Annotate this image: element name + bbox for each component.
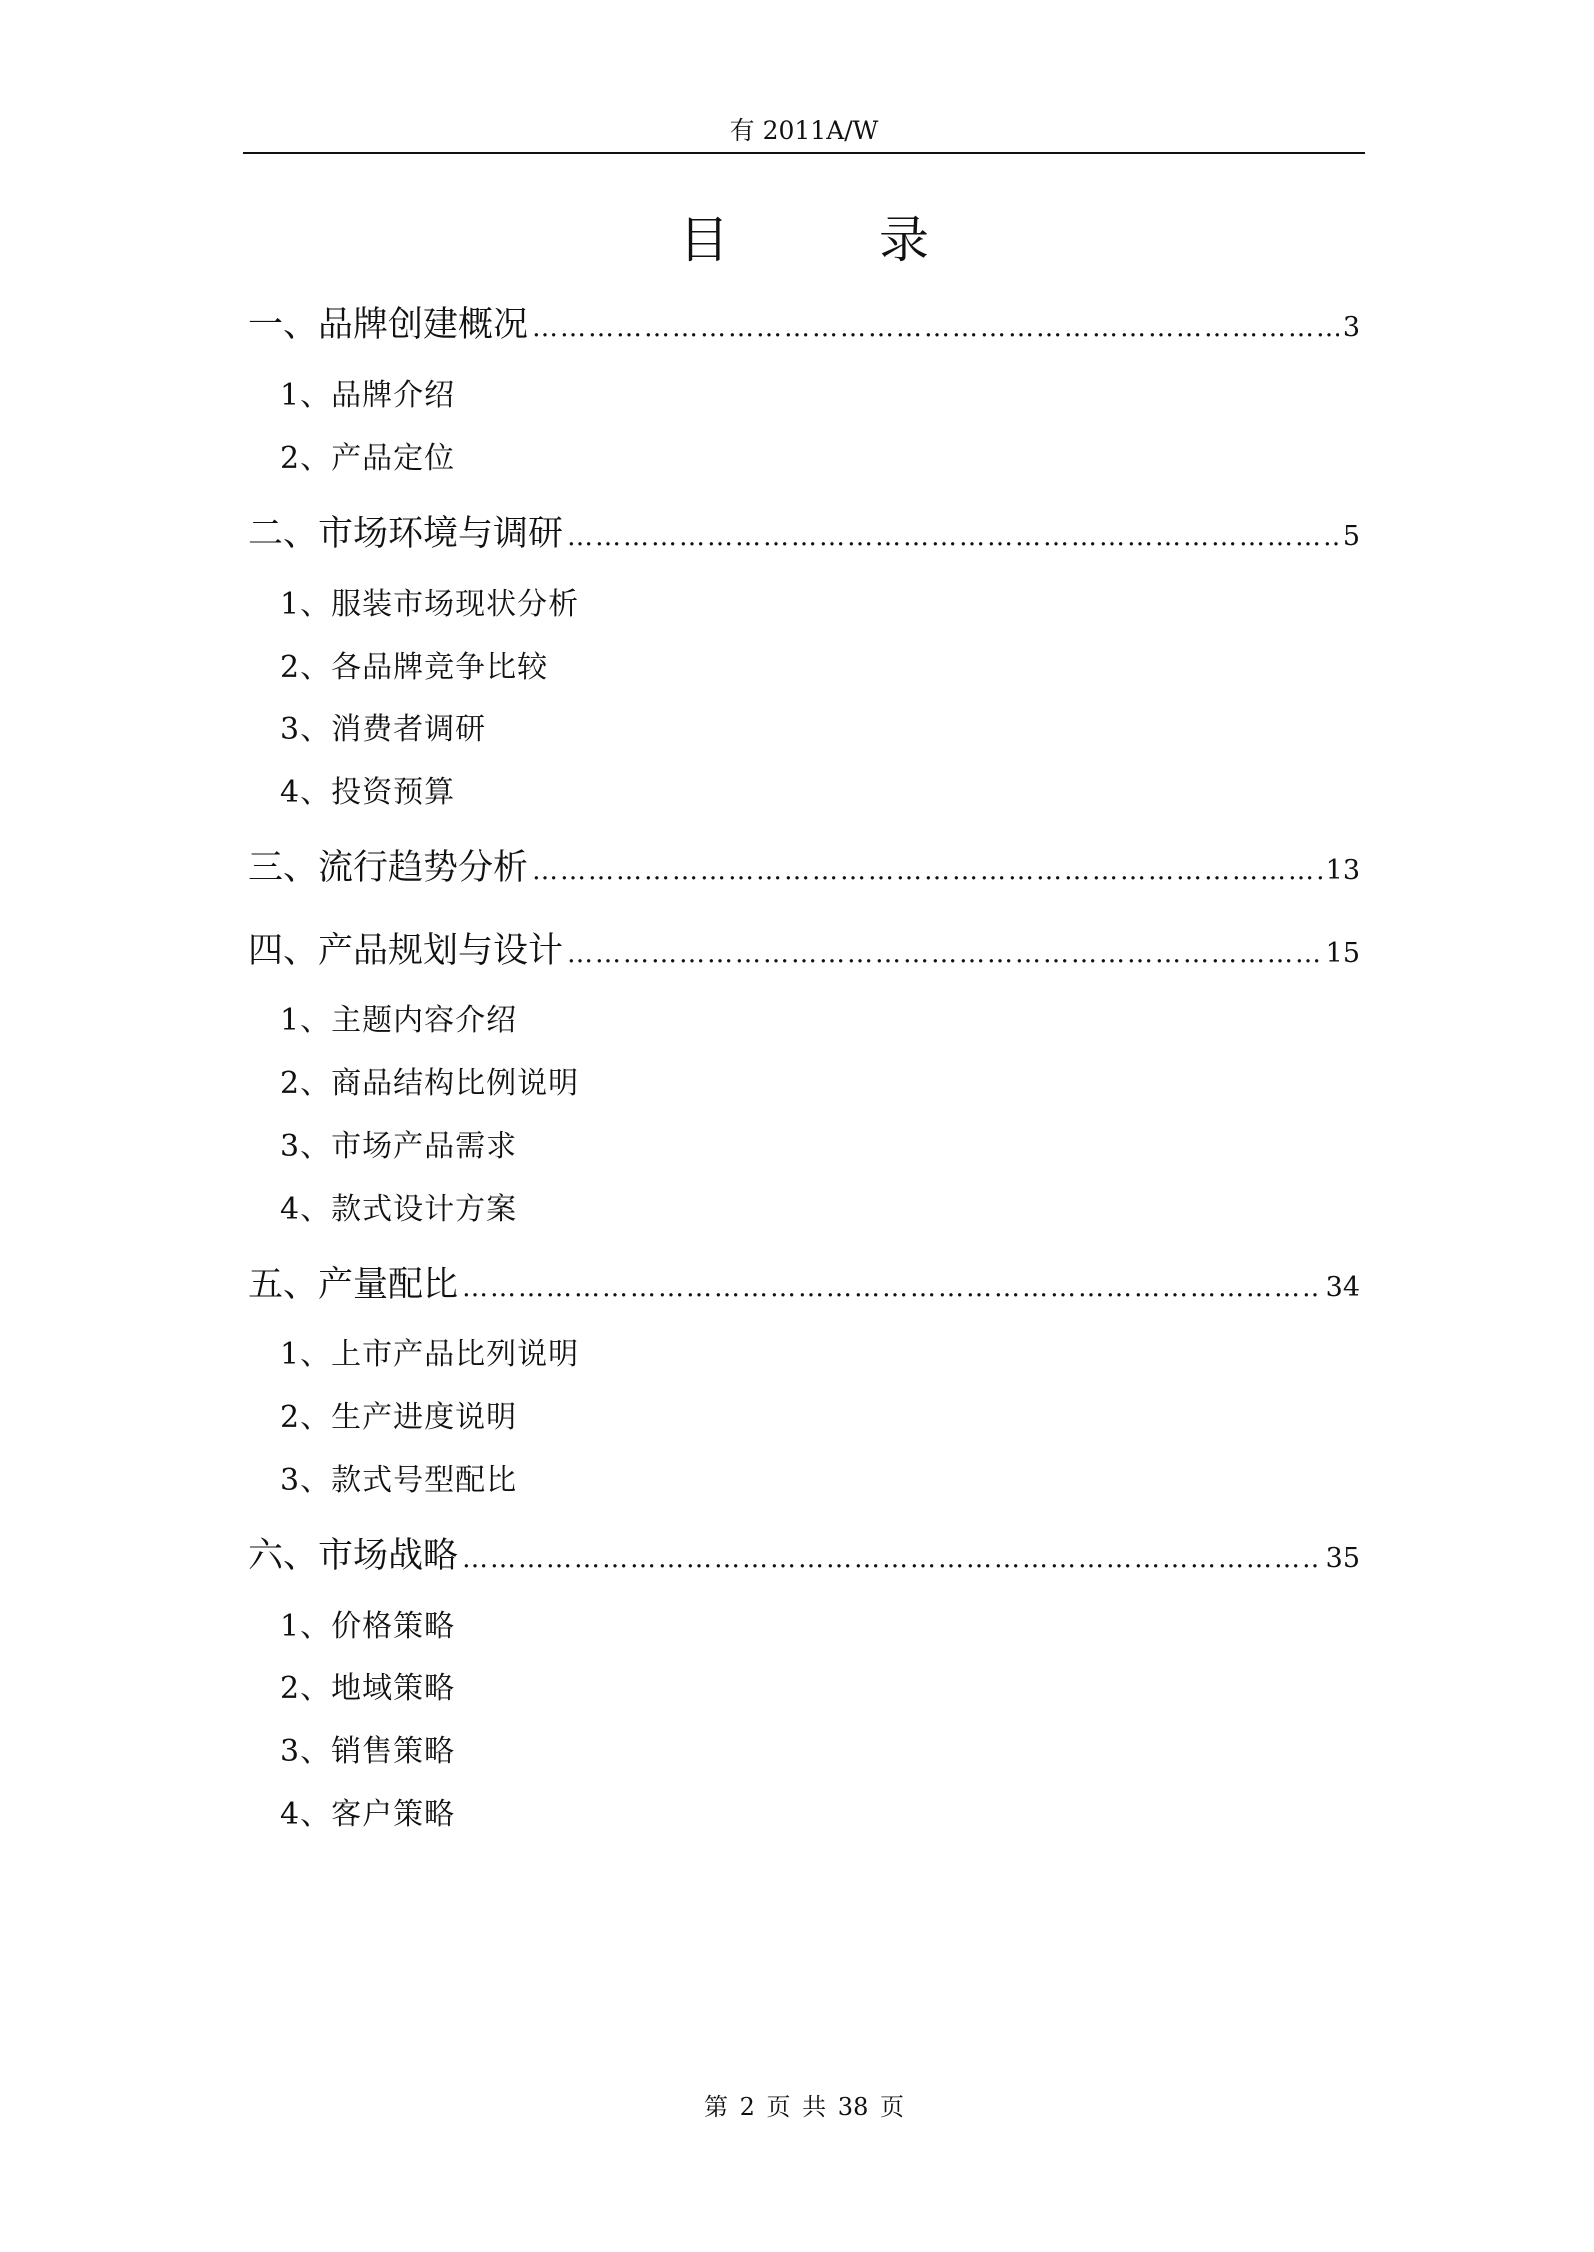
dot-leader [532, 306, 1339, 350]
toc-subitem[interactable]: 1、主题内容介绍 [280, 1003, 518, 1038]
toc-subitem[interactable]: 1、品牌介绍 [280, 378, 456, 413]
toc-section-4[interactable] [248, 929, 1360, 976]
toc-section-3[interactable] [248, 846, 1360, 893]
toc-page-number: 34 [1325, 1272, 1360, 1303]
toc-section-1[interactable] [248, 303, 1360, 350]
toc-subitem[interactable]: 1、服装市场现状分析 [280, 587, 580, 622]
toc-subitem[interactable]: 2、产品定位 [280, 441, 456, 476]
toc-subitem[interactable]: 1、价格策略 [280, 1609, 456, 1644]
toc-page-number: 35 [1325, 1543, 1360, 1574]
toc-subitem[interactable]: 1、上市产品比列说明 [280, 1337, 580, 1372]
toc-page-number: 15 [1325, 938, 1360, 969]
toc-title: 目 录 [679, 211, 979, 269]
toc-page-number: 13 [1325, 855, 1360, 886]
toc-section-label: 一、品牌创建概况 [248, 305, 529, 345]
toc-subitem[interactable]: 4、投资预算 [280, 775, 456, 810]
toc-subitem[interactable]: 2、生产进度说明 [280, 1400, 518, 1435]
toc-page-number: 3 [1342, 312, 1360, 343]
toc-section-5[interactable] [248, 1263, 1360, 1310]
running-header: 有 2011A/W [729, 116, 879, 145]
toc-subitem[interactable]: 2、地域策略 [280, 1671, 456, 1706]
dot-leader [462, 1537, 1322, 1581]
toc-section-label: 五、产量配比 [248, 1265, 459, 1305]
dot-leader [567, 932, 1322, 976]
toc-subitem[interactable]: 4、客户策略 [280, 1797, 456, 1832]
dot-leader [532, 849, 1322, 893]
page-footer: 第 2 页 共 38 页 [704, 2093, 904, 2121]
toc-section-label: 六、市场战略 [248, 1536, 459, 1576]
toc-page-number: 5 [1342, 521, 1360, 552]
toc-section-label: 二、市场环境与调研 [248, 514, 564, 554]
toc-section-label: 三、流行趋势分析 [248, 848, 529, 888]
dot-leader [462, 1266, 1322, 1310]
toc-subitem[interactable]: 3、市场产品需求 [280, 1129, 518, 1164]
toc-section-2[interactable] [248, 512, 1360, 559]
toc-subitem[interactable]: 4、款式设计方案 [280, 1192, 518, 1227]
toc-subitem[interactable]: 3、款式号型配比 [280, 1463, 518, 1498]
toc-section-6[interactable] [248, 1534, 1360, 1581]
dot-leader [567, 515, 1339, 559]
toc-subitem[interactable]: 3、销售策略 [280, 1734, 456, 1769]
toc-section-label: 四、产品规划与设计 [248, 931, 564, 971]
toc-subitem[interactable]: 2、商品结构比例说明 [280, 1066, 580, 1101]
toc-subitem[interactable]: 2、各品牌竞争比较 [280, 650, 549, 685]
toc-subitem[interactable]: 3、消费者调研 [280, 712, 487, 747]
header-rule [243, 152, 1365, 154]
